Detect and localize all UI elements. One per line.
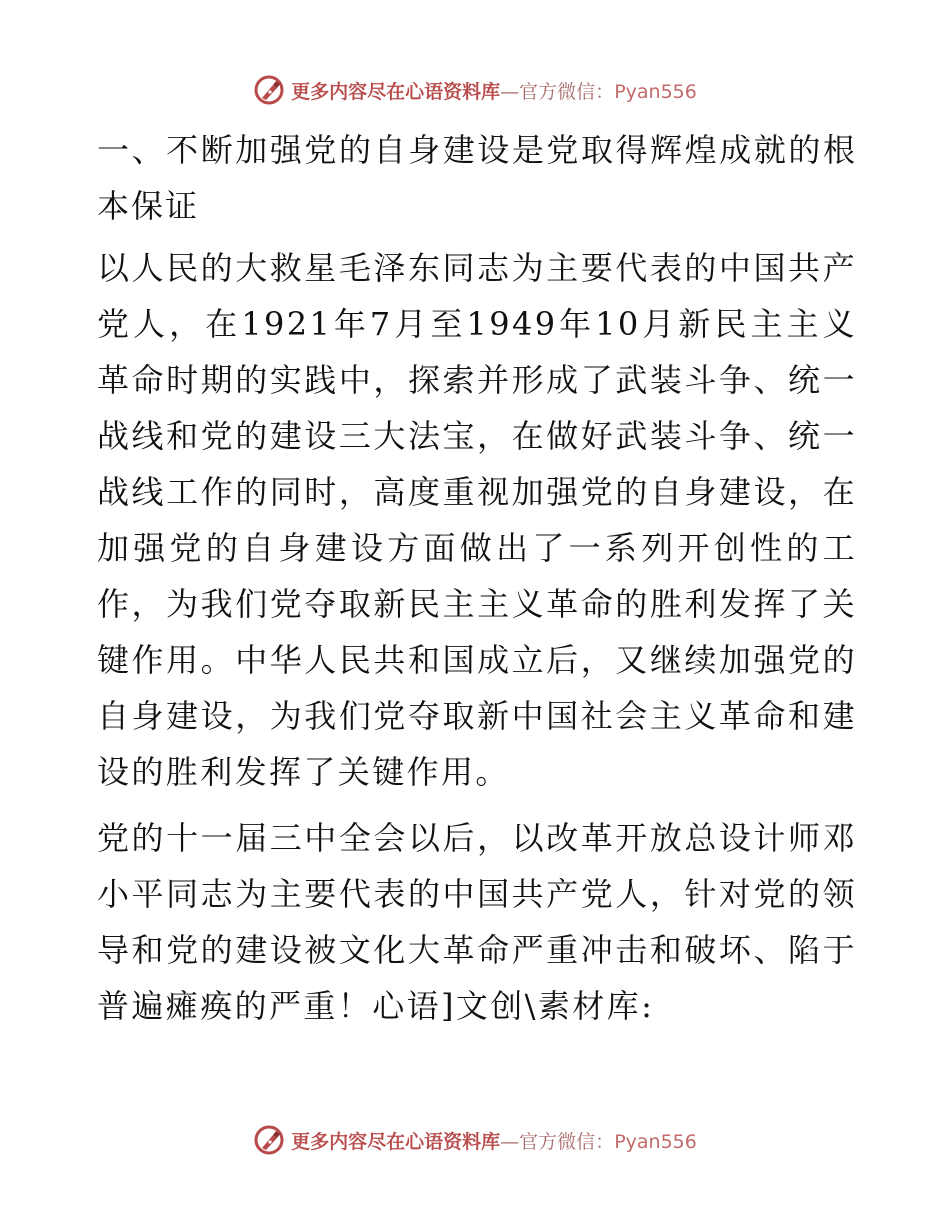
- pen-nib-logo-icon: [253, 1124, 285, 1156]
- footer-watermark-banner: [0, 1120, 950, 1160]
- footer-banner-dash: —: [500, 1130, 520, 1153]
- header-watermark-banner: [0, 70, 950, 110]
- pen-nib-logo-icon: [253, 74, 285, 106]
- banner-wechat-label: 官方微信：: [519, 80, 615, 103]
- footer-banner-wechat-id: Pyan556: [614, 1130, 697, 1153]
- footer-banner-main-text: 更多内容尽在心语资料库: [291, 1130, 501, 1153]
- banner-dash: —: [500, 80, 520, 103]
- banner-wechat-id: Pyan556: [614, 80, 697, 103]
- banner-main-text: 更多内容尽在心语资料库: [291, 80, 501, 103]
- paragraph-2: 党的十一届三中全会以后，以改革开放总设计师邓小平同志为主要代表的中国共产党人，针对党的领导和党的建设被文化大革命严重冲击和破坏、陷于普遍瘫痪的严重！心语]文创\素材库:: [97, 819, 857, 1025]
- footer-banner-wechat-label: 官方微信：: [519, 1130, 615, 1153]
- paragraph-1: 以人民的大救星毛泽东同志为主要代表的中国共产党人，在1921年7月至1949年10月新民主主义革命时期的实践中，探索并形成了武装斗争、统一战线和党的建设三大法宝，在做好武装斗争、统一战线工作的同时，高度重视加强党的自身建设，在加强党的自身建设方面做出了一系列开创性的工作，为我们党夺取新民主主义革命的胜利发挥了关键作用。中华人民共和国成立后，又继续加强党的自身建设，为我们党夺取新中国社会主义革命和建设的胜利发挥了关键作用。: [97, 249, 857, 791]
- document-body: [97, 122, 857, 1044]
- section-heading: 一、不断加强党的自身建设是党取得辉煌成就的根本保证: [97, 131, 857, 225]
